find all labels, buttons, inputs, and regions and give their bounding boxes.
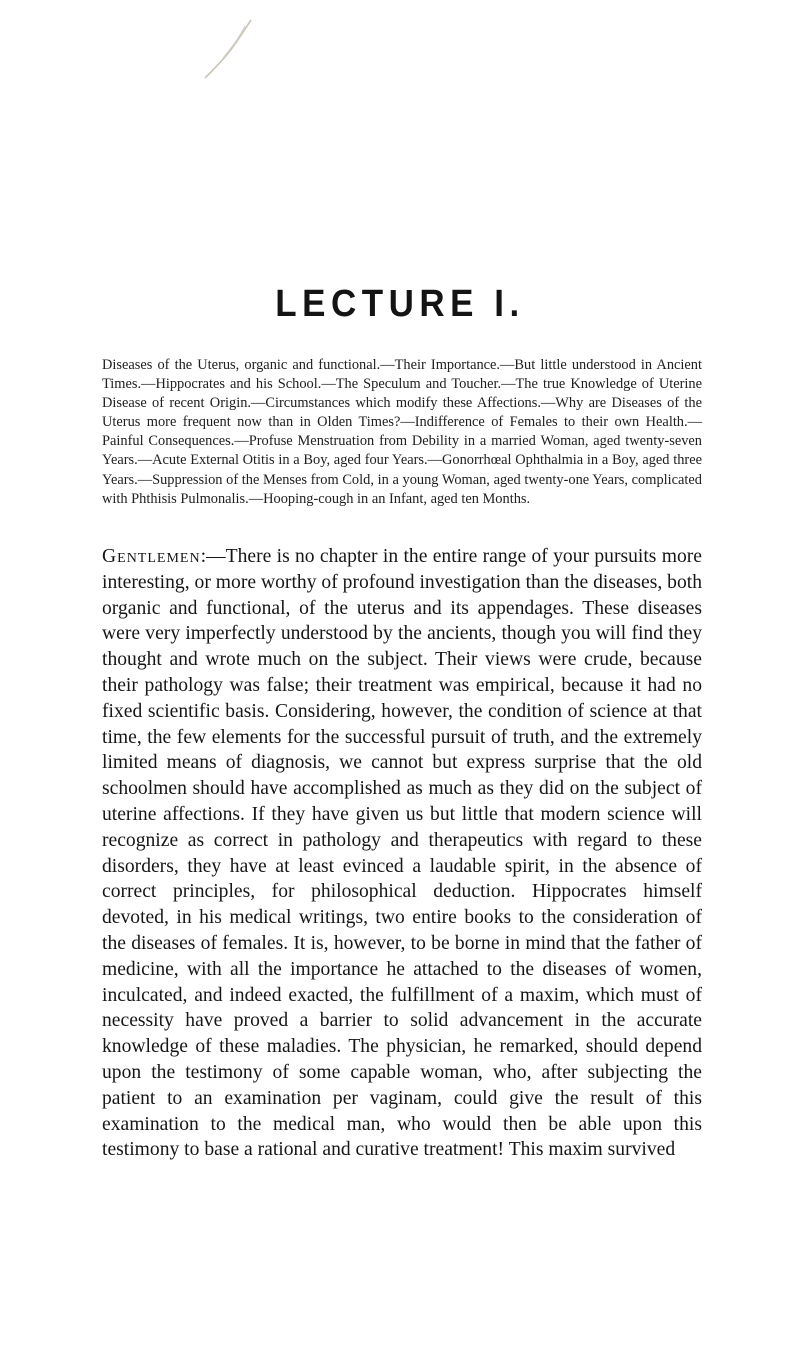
- lecture-synopsis: Diseases of the Uterus, organic and functional.—Their Importance.—But little understood in Ancient Times.—Hippocrates and his School.—The Speculum and Toucher.—The true Knowledge of Uterine Disease of recent Origin.—Circumstances which modify these Affections.—Why are Diseases of the Uterus more frequent now than in Olden Times?—Indifference of Females to their own Health.—Painful Consequences.—Profuse Menstruation from Debility in a married Woman, aged twenty-seven Years.—Acute External Otitis in a Boy, aged four Years.—Gonorrhœal Ophthalmia in a Boy, aged three Years.—Suppression of the Menses from Cold, in a young Woman, aged twenty-one Years, complicated with Phthisis Pulmonalis.—Hooping-cough in an Infant, aged ten Months.: [102, 357, 702, 507]
- salutation: Gentlemen: [102, 546, 201, 567]
- lecture-body: [102, 544, 702, 1163]
- lecture-title: LECTURE I.: [275, 283, 525, 325]
- body-paragraph: :—There is no chapter in the entire range of your pursuits more interesting, or more worthy of profound investigation than the diseases, both organic and functional, of the uterus and its appendages. These diseases were very imperfectly understood by the ancients, though you will find they thought and wrote much on the subject. Their views were crude, because their pathology was false; their treatment was empirical, because it had no fixed scientific basis. Considering, however, the condition of science at that time, the few elements for the successful pursuit of truth, and the extremely limited means of diagnosis, we cannot but express surprise that the old schoolmen should have accomplished as much as they did on the subject of uterine affections. If they have given us but little that modern science will recognize as correct in pathology and therapeutics with regard to these disorders, they have at least evinced a laudable spirit, in the absence of correct principles, for philosophical deduction. Hippocrates himself devoted, in his medical writings, two entire books to the consideration of the diseases of females. It is, however, to be borne in mind that the father of medicine, with all the importance he attached to the diseases of women, inculcated, and indeed exacted, the fulfillment of a maxim, which must of necessity have proved a barrier to solid advancement in the accurate knowledge of these maladies. The physician, he remarked, should depend upon the testimony of some capable woman, who, after subjecting the patient to an examination per vaginam, could give the result of this examination to the medical man, who would then be able upon this testimony to base a rational and curative treatment! This maxim survived: [102, 546, 702, 1161]
- paper-stain-mark: [193, 18, 253, 88]
